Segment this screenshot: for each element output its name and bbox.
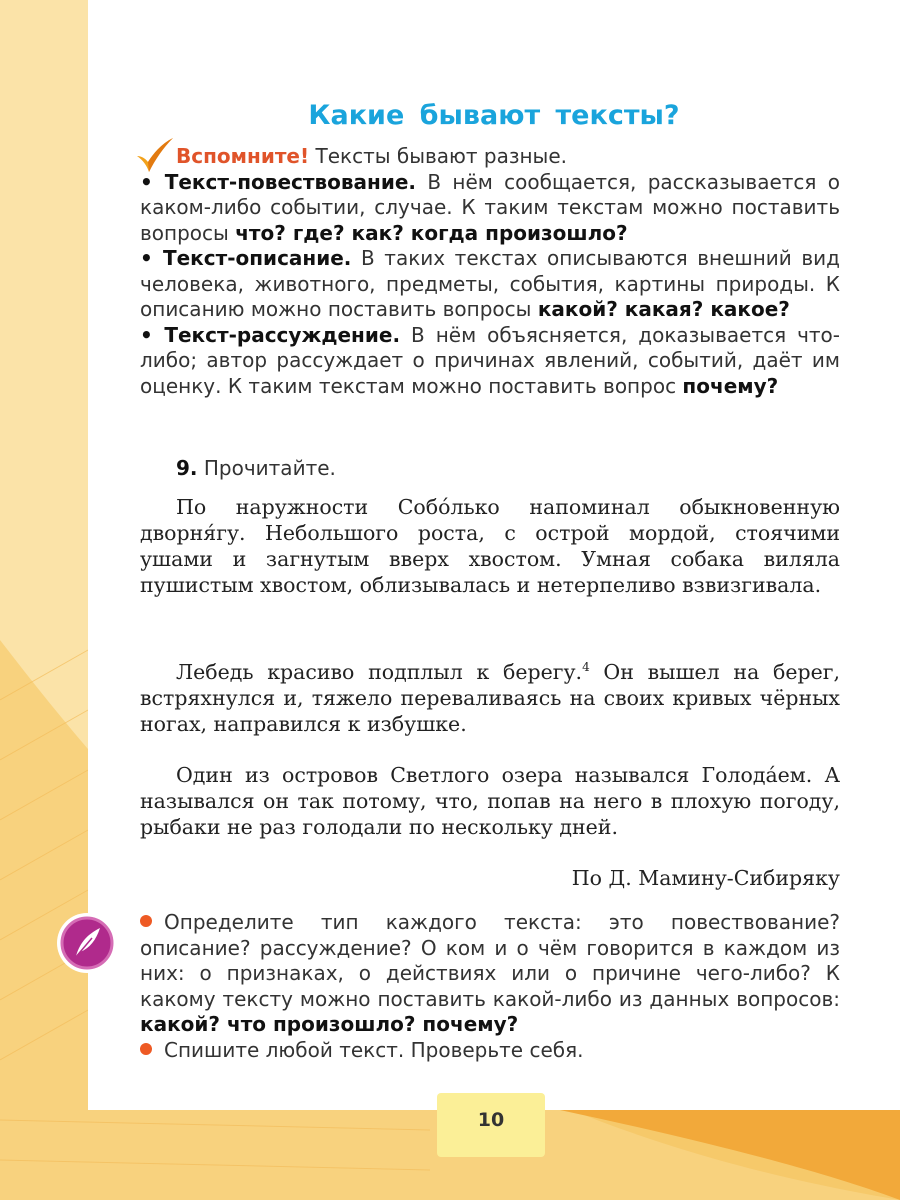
- story-text-2-a: Лебедь красиво подплыл к берегу.: [176, 659, 583, 684]
- term-narrative-questions: что? где? как? когда произошло?: [235, 220, 628, 245]
- rule-block: [140, 144, 840, 399]
- bullet-icon: [140, 1043, 152, 1055]
- story-text-1: [140, 494, 840, 598]
- question-1-text: Определите тип каждого текста: это повествование? описание? рассуждение? О ком и о чём говорится в каждом из них: о признаках, о действиях или о причине чего-либо? К какому тексту можно поставить какой-либо из данных вопросов:: [140, 910, 840, 1011]
- remember-label: Вспомните!: [176, 144, 310, 168]
- feather-pen-icon: [56, 912, 118, 974]
- story-paragraph: [140, 654, 840, 737]
- questions-block: [140, 910, 840, 1063]
- author-attribution: По Д. Мамину-Сибиряку: [571, 866, 840, 890]
- page-title: Какие бывают тексты?: [308, 100, 680, 132]
- task-heading: [176, 456, 336, 480]
- question-1-bold: какой? что произошло? почему?: [140, 1012, 519, 1036]
- story-text-2-b: Он вышел на берег, встряхнулся и, тяжело переваливаясь на своих кривых чёрных ногах, направился к избушке.: [140, 659, 840, 736]
- term-description: • Текст-описание.: [140, 246, 352, 270]
- term-description-text: В таких текстах описываются внешний вид человека, животного, предметы, события, картины природы. К описанию можно поставить вопросы: [140, 246, 840, 321]
- term-description-questions: какой? какая? какое?: [537, 297, 790, 321]
- rule-intro: Тексты бывают разные.: [309, 144, 568, 168]
- story-text-3: [140, 762, 840, 840]
- question-2-text: Спишите любой текст. Проверьте себя.: [164, 1037, 584, 1062]
- story-paragraph: Один из островов Светлого озера назывался Голода́ем. А назывался он так потому, что, попав на него в плохую погоду, рыбаки не раз голодали по нескольку дней.: [140, 763, 840, 839]
- page-number: 10: [437, 1093, 545, 1157]
- story-text-2: [140, 654, 840, 737]
- term-narrative-text: В нём сообщается, рассказывается о каком-либо событии, случае. К таким текстам можно поставить вопросы: [140, 169, 840, 245]
- bullet-icon: [140, 915, 152, 927]
- story-paragraph: По наружности Собóлько напоминал обыкновенную дворня́гу. Небольшого роста, с острой мордой, стоячими ушами и загнутым вверх хвостом. Умная собака виляла пушистым хвостом, облизывалась и нетерпеливо взвизгивала.: [140, 495, 840, 597]
- footnote-mark: 4: [582, 660, 590, 674]
- term-narrative: • Текст-повествование.: [140, 169, 417, 194]
- task-number: 9.: [176, 456, 198, 480]
- term-reasoning-text: В нём объясняется, доказывается что-либо; автор рассуждает о причинах явлений, событий, даёт им оценку. К таким текстам можно поставить вопрос: [140, 322, 840, 398]
- task-instruction: Прочитайте.: [197, 456, 336, 480]
- term-reasoning-questions: почему?: [682, 373, 779, 398]
- term-reasoning: • Текст-рассуждение.: [140, 322, 401, 347]
